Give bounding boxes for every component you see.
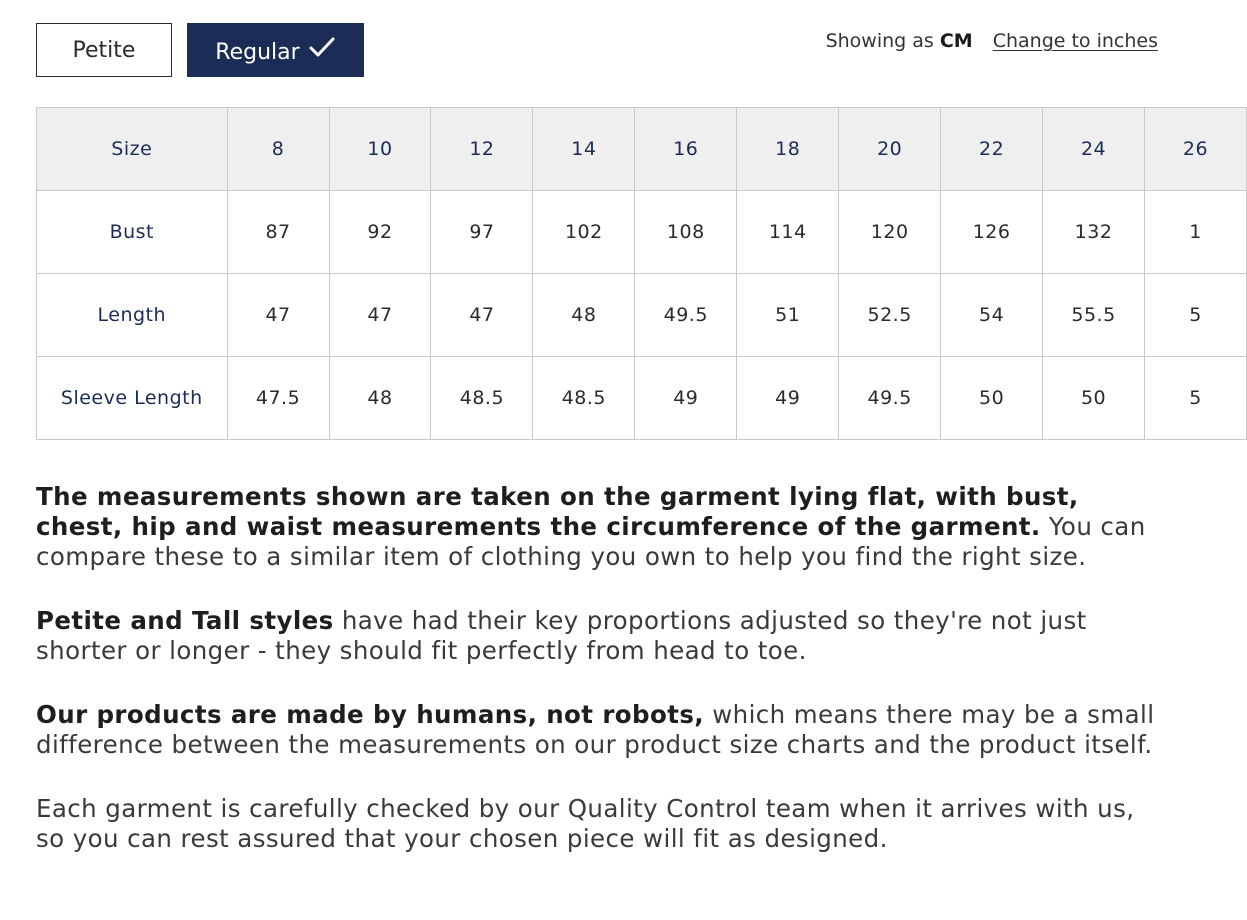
note-paragraph <box>36 606 1166 666</box>
measurement-cell: 97 <box>431 191 533 274</box>
unit-toggle <box>826 30 1158 52</box>
size-header-row <box>37 108 1247 191</box>
size-cell: 18 <box>737 108 839 191</box>
unit-status-prefix: Showing as <box>825 30 934 52</box>
size-cell: 24 <box>1043 108 1145 191</box>
table-row <box>37 191 1247 274</box>
measurement-cell: 102 <box>533 191 635 274</box>
measurement-cell: 49.5 <box>839 357 941 440</box>
note-paragraph <box>36 482 1166 572</box>
measurement-cell: 92 <box>329 191 431 274</box>
measurement-cell: 48 <box>329 357 431 440</box>
size-cell: 22 <box>941 108 1043 191</box>
tab-regular-label: Regular <box>215 39 300 65</box>
measurement-cell: 126 <box>941 191 1043 274</box>
note-emphasis: Petite and Tall styles <box>36 606 334 635</box>
measurement-cell: 49 <box>737 357 839 440</box>
measurement-cell: 50 <box>1043 357 1145 440</box>
measurement-cell: 120 <box>839 191 941 274</box>
measurement-cell: 5 <box>1145 357 1247 440</box>
size-cell: 12 <box>431 108 533 191</box>
size-cell: 20 <box>839 108 941 191</box>
current-unit: CM <box>939 30 973 52</box>
measurement-cell: 108 <box>635 191 737 274</box>
measurement-cell: 47 <box>329 274 431 357</box>
size-cell: 26 <box>1145 108 1247 191</box>
fit-tabs <box>36 23 364 77</box>
measurement-cell: 47 <box>227 274 329 357</box>
note-text: which means there may be a small difference between the measurements on our product size charts and the product itself. <box>36 700 1155 759</box>
tab-regular[interactable] <box>187 23 364 77</box>
row-label: Sleeve Length <box>37 357 228 440</box>
measurement-cell: 48 <box>533 274 635 357</box>
note-paragraph <box>36 700 1166 760</box>
measurement-cell: 49.5 <box>635 274 737 357</box>
size-cell: 8 <box>227 108 329 191</box>
size-table <box>36 107 1247 440</box>
measurement-cell: 55.5 <box>1043 274 1145 357</box>
measurement-cell: 48.5 <box>533 357 635 440</box>
note-emphasis: The measurements shown are taken on the garment lying flat, with bust, chest, hip and waist measurements the circumference of the garment. <box>36 482 1079 541</box>
checkmark-icon <box>308 35 336 59</box>
measurement-cell: 132 <box>1043 191 1145 274</box>
measurement-cell: 48.5 <box>431 357 533 440</box>
size-table-scroll[interactable] <box>36 107 1209 439</box>
measurement-cell: 114 <box>737 191 839 274</box>
row-label: Bust <box>37 191 228 274</box>
change-unit-link[interactable]: Change to inches <box>992 30 1158 52</box>
note-text: have had their key proportions adjusted so they're not just shorter or longer - they should fit perfectly from head to toe. <box>36 606 1087 665</box>
measurement-cell: 49 <box>635 357 737 440</box>
tab-petite[interactable] <box>36 23 172 77</box>
table-row <box>37 357 1247 440</box>
measurement-cell: 50 <box>941 357 1043 440</box>
measurement-cell: 54 <box>941 274 1043 357</box>
note-text: Each garment is carefully checked by our Quality Control team when it arrives with us, so you can rest assured that your chosen piece will fit as designed. <box>36 794 1135 853</box>
measurement-cell: 52.5 <box>839 274 941 357</box>
measurement-cell: 1 <box>1145 191 1247 274</box>
table-row <box>37 274 1247 357</box>
measurement-cell: 51 <box>737 274 839 357</box>
measurement-cell: 5 <box>1145 274 1247 357</box>
size-cell: 14 <box>533 108 635 191</box>
row-label: Length <box>37 274 228 357</box>
measurement-cell: 47 <box>431 274 533 357</box>
tab-petite-label: Petite <box>72 37 136 63</box>
note-text: You can compare these to a similar item of clothing you own to help you find the right size. <box>36 512 1146 571</box>
note-paragraph <box>36 794 1166 854</box>
row-label: Size <box>37 108 228 191</box>
measurement-cell: 47.5 <box>227 357 329 440</box>
unit-status <box>826 30 973 52</box>
measurement-cell: 87 <box>227 191 329 274</box>
size-guide-notes <box>36 482 1166 888</box>
size-cell: 16 <box>635 108 737 191</box>
size-cell: 10 <box>329 108 431 191</box>
note-emphasis: Our products are made by humans, not robots, <box>36 700 705 729</box>
